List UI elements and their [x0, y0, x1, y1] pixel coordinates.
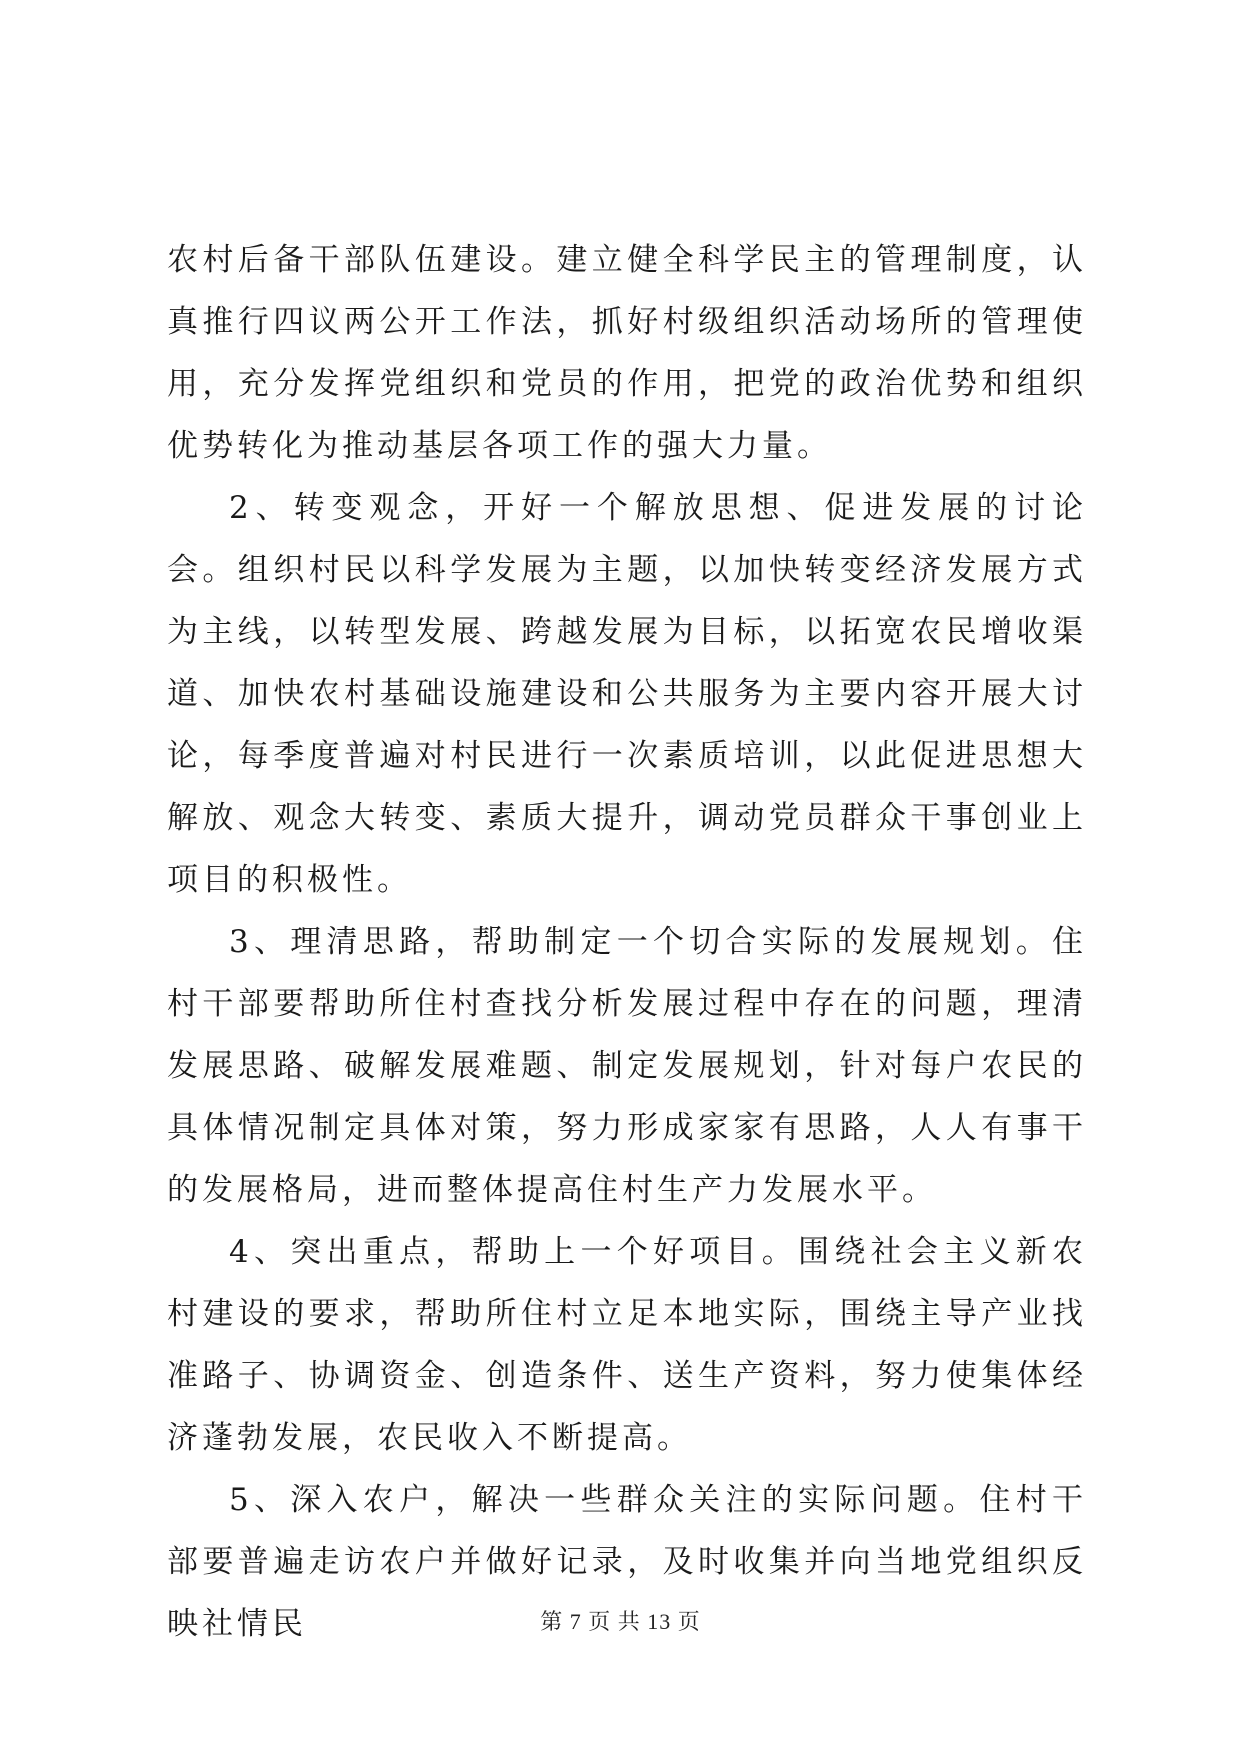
paragraph-item-3: 3、理清思路，帮助制定一个切合实际的发展规划。住村干部要帮助所住村查找分析发展过程中存在的问题，理清发展思路、破解发展难题、制定发展规划，针对每户农民的具体情况制定具体对策，努力形成家家有思路，人人有事干的发展格局，进而整体提高住村生产力发展水平。 — [167, 924, 1087, 1208]
paragraph-item-4: 4、突出重点，帮助上一个好项目。围绕社会主义新农村建设的要求，帮助所住村立足本地实际，围绕主导产业找准路子、协调资金、创造条件、送生产资料，努力使集体经济蓬勃发展，农民收入不断提高。 — [167, 1234, 1087, 1456]
paragraph-item-2: 2、转变观念，开好一个解放思想、促进发展的讨论会。组织村民以科学发展为主题，以加快转变经济发展方式为主线，以转型发展、跨越发展为目标，以拓宽农民增收渠道、加快农村基础设施建设和公共服务为主要内容开展大讨论，每季度普遍对村民进行一次素质培训，以此促进思想大解放、观念大转变、素质大提升，调动党员群众干事创业上项目的积极性。 — [167, 490, 1087, 898]
page-number-footer: 第 7 页 共 13 页 — [540, 1609, 701, 1634]
paragraph-item-5: 5、深入农户，解决一些群众关注的实际问题。住村干部要普遍走访农户并做好记录，及时收集并向当地党组织反映社情民 — [167, 1482, 1087, 1642]
document-body — [167, 229, 1087, 1655]
paragraph-continuation: 农村后备干部队伍建设。建立健全科学民主的管理制度，认真推行四议两公开工作法，抓好村级组织活动场所的管理使用，充分发挥党组织和党员的作用，把党的政治优势和组织优势转化为推动基层各项工作的强大力量。 — [167, 242, 1087, 464]
